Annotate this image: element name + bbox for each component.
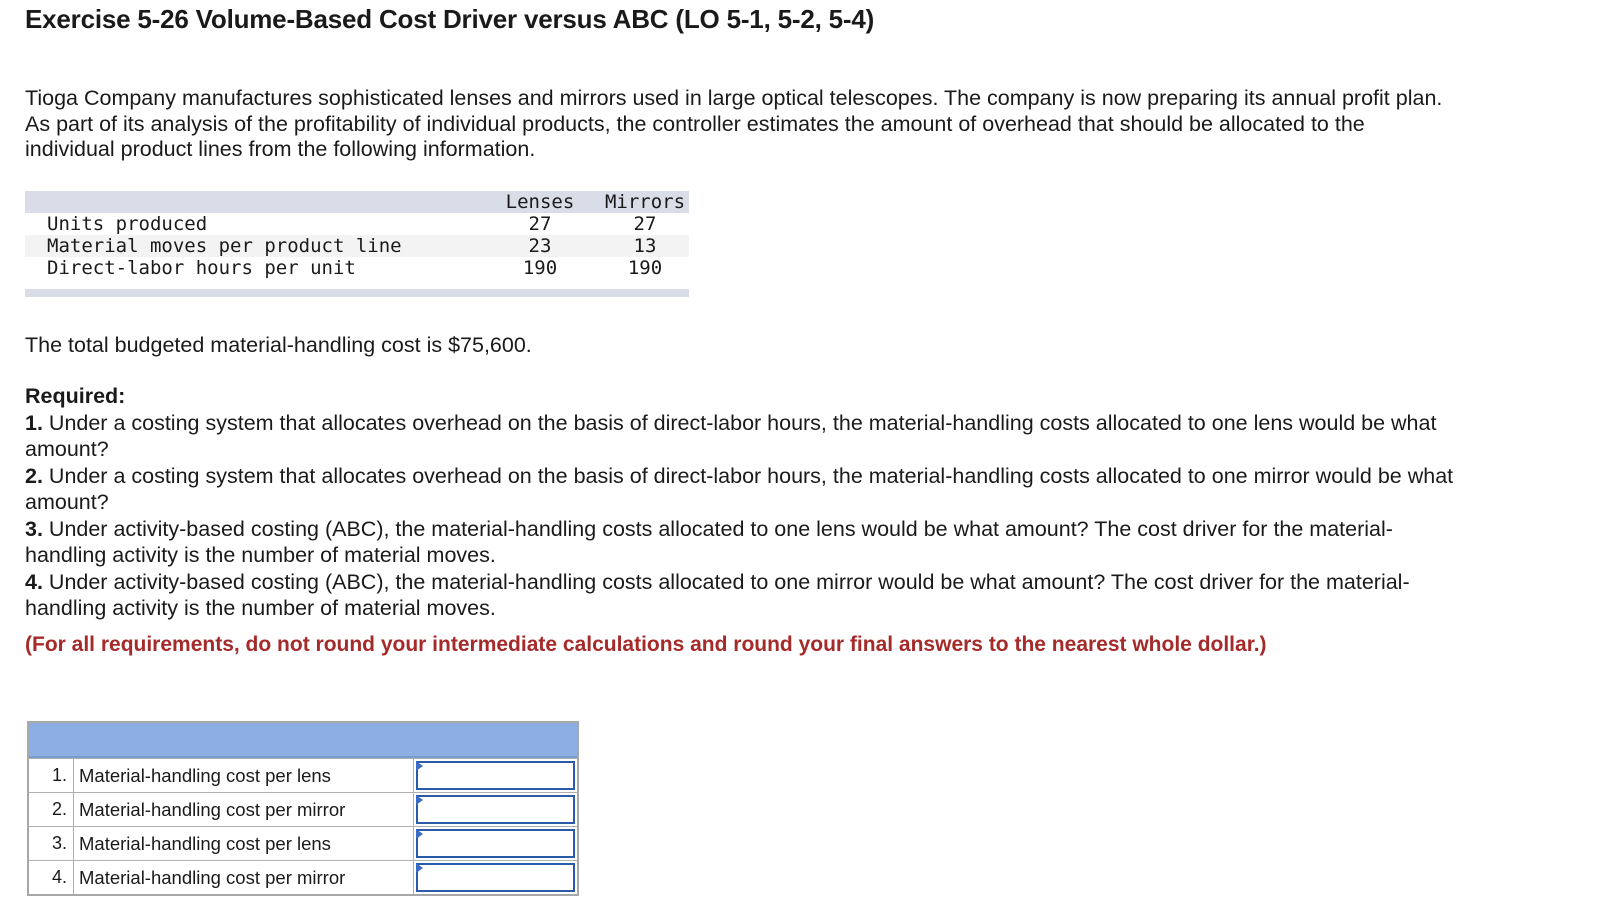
answer-input-1[interactable]	[416, 761, 575, 790]
requirement-number: 4.	[25, 569, 43, 594]
mirrors-value: 190	[627, 257, 663, 279]
answer-cell	[414, 861, 577, 894]
requirement-number: 3.	[25, 516, 43, 541]
requirement-number: 2.	[25, 463, 43, 488]
lenses-value: 23	[528, 235, 552, 257]
rounding-note: (For all requirements, do not round your intermediate calculations and round your final answers to the nearest whole dollar.)	[25, 633, 1267, 656]
answer-cell	[414, 793, 577, 826]
requirement-item	[25, 516, 1465, 569]
mirrors-value: 27	[633, 213, 657, 235]
table-row	[25, 213, 689, 235]
requirement-text: Under a costing system that allocates overhead on the basis of direct-labor hours, the material-handling costs allocated to one mirror would be what amount?	[25, 463, 1454, 514]
answer-input-2[interactable]	[416, 795, 575, 824]
budget-statement: The total budgeted material-handling cost is $75,600.	[25, 333, 532, 357]
answer-number: 3.	[29, 827, 74, 860]
product-data-table	[25, 191, 689, 279]
answer-input-4[interactable]	[416, 863, 575, 892]
dropdown-marker-icon	[416, 761, 423, 771]
answer-row-4	[29, 860, 577, 894]
answer-row-3	[29, 826, 577, 860]
answer-row-1	[29, 758, 577, 792]
answer-cell	[414, 827, 577, 860]
requirement-item	[25, 569, 1465, 622]
answer-number: 2.	[29, 793, 74, 826]
answer-table-header	[29, 723, 577, 758]
data-table-header	[25, 191, 689, 213]
dropdown-marker-icon	[416, 829, 423, 839]
required-section	[25, 383, 1465, 622]
answer-cell	[414, 759, 577, 792]
answer-label: Material-handling cost per lens	[74, 827, 414, 860]
lenses-value: 190	[522, 257, 558, 279]
answer-number: 1.	[29, 759, 74, 792]
requirement-number: 1.	[25, 410, 43, 435]
answer-table	[27, 721, 579, 896]
header-mirrors: Mirrors	[604, 191, 686, 213]
data-table-footer	[25, 289, 689, 297]
row-label: Direct-labor hours per unit	[47, 257, 356, 279]
requirement-text: Under activity-based costing (ABC), the material-handling costs allocated to one lens would be what amount? The cost driver for the material-handling activity is the number of material moves.	[25, 516, 1393, 567]
required-heading: Required:	[25, 384, 126, 408]
dropdown-marker-icon	[416, 795, 423, 805]
row-label: Units produced	[47, 213, 208, 235]
table-row	[25, 235, 689, 257]
requirement-text: Under activity-based costing (ABC), the material-handling costs allocated to one mirror would be what amount? The cost driver for the material-handling activity is the number of material moves.	[25, 569, 1410, 620]
exercise-title: Exercise 5-26 Volume-Based Cost Driver versus ABC (LO 5-1, 5-2, 5-4)	[25, 4, 875, 34]
requirement-item	[25, 463, 1465, 516]
dropdown-marker-icon	[416, 863, 423, 873]
lenses-value: 27	[528, 213, 552, 235]
answer-row-2	[29, 792, 577, 826]
mirrors-value: 13	[633, 235, 657, 257]
requirement-text: Under a costing system that allocates overhead on the basis of direct-labor hours, the material-handling costs allocated to one lens would be what amount?	[25, 410, 1437, 461]
answer-label: Material-handling cost per mirror	[74, 793, 414, 826]
requirement-item	[25, 410, 1465, 463]
answer-label: Material-handling cost per mirror	[74, 861, 414, 894]
header-lenses: Lenses	[505, 191, 575, 213]
row-label: Material moves per product line	[47, 235, 402, 257]
answer-input-3[interactable]	[416, 829, 575, 858]
table-row	[25, 257, 689, 279]
intro-paragraph: Tioga Company manufactures sophisticated lenses and mirrors used in large optical telescopes. The company is now preparing its annual profit plan. As part of its analysis of the profitability of individual products, the controller estimates the amount of overhead that should be allocated to the individual product lines from the following information.	[25, 86, 1443, 161]
answer-number: 4.	[29, 861, 74, 894]
answer-label: Material-handling cost per lens	[74, 759, 414, 792]
